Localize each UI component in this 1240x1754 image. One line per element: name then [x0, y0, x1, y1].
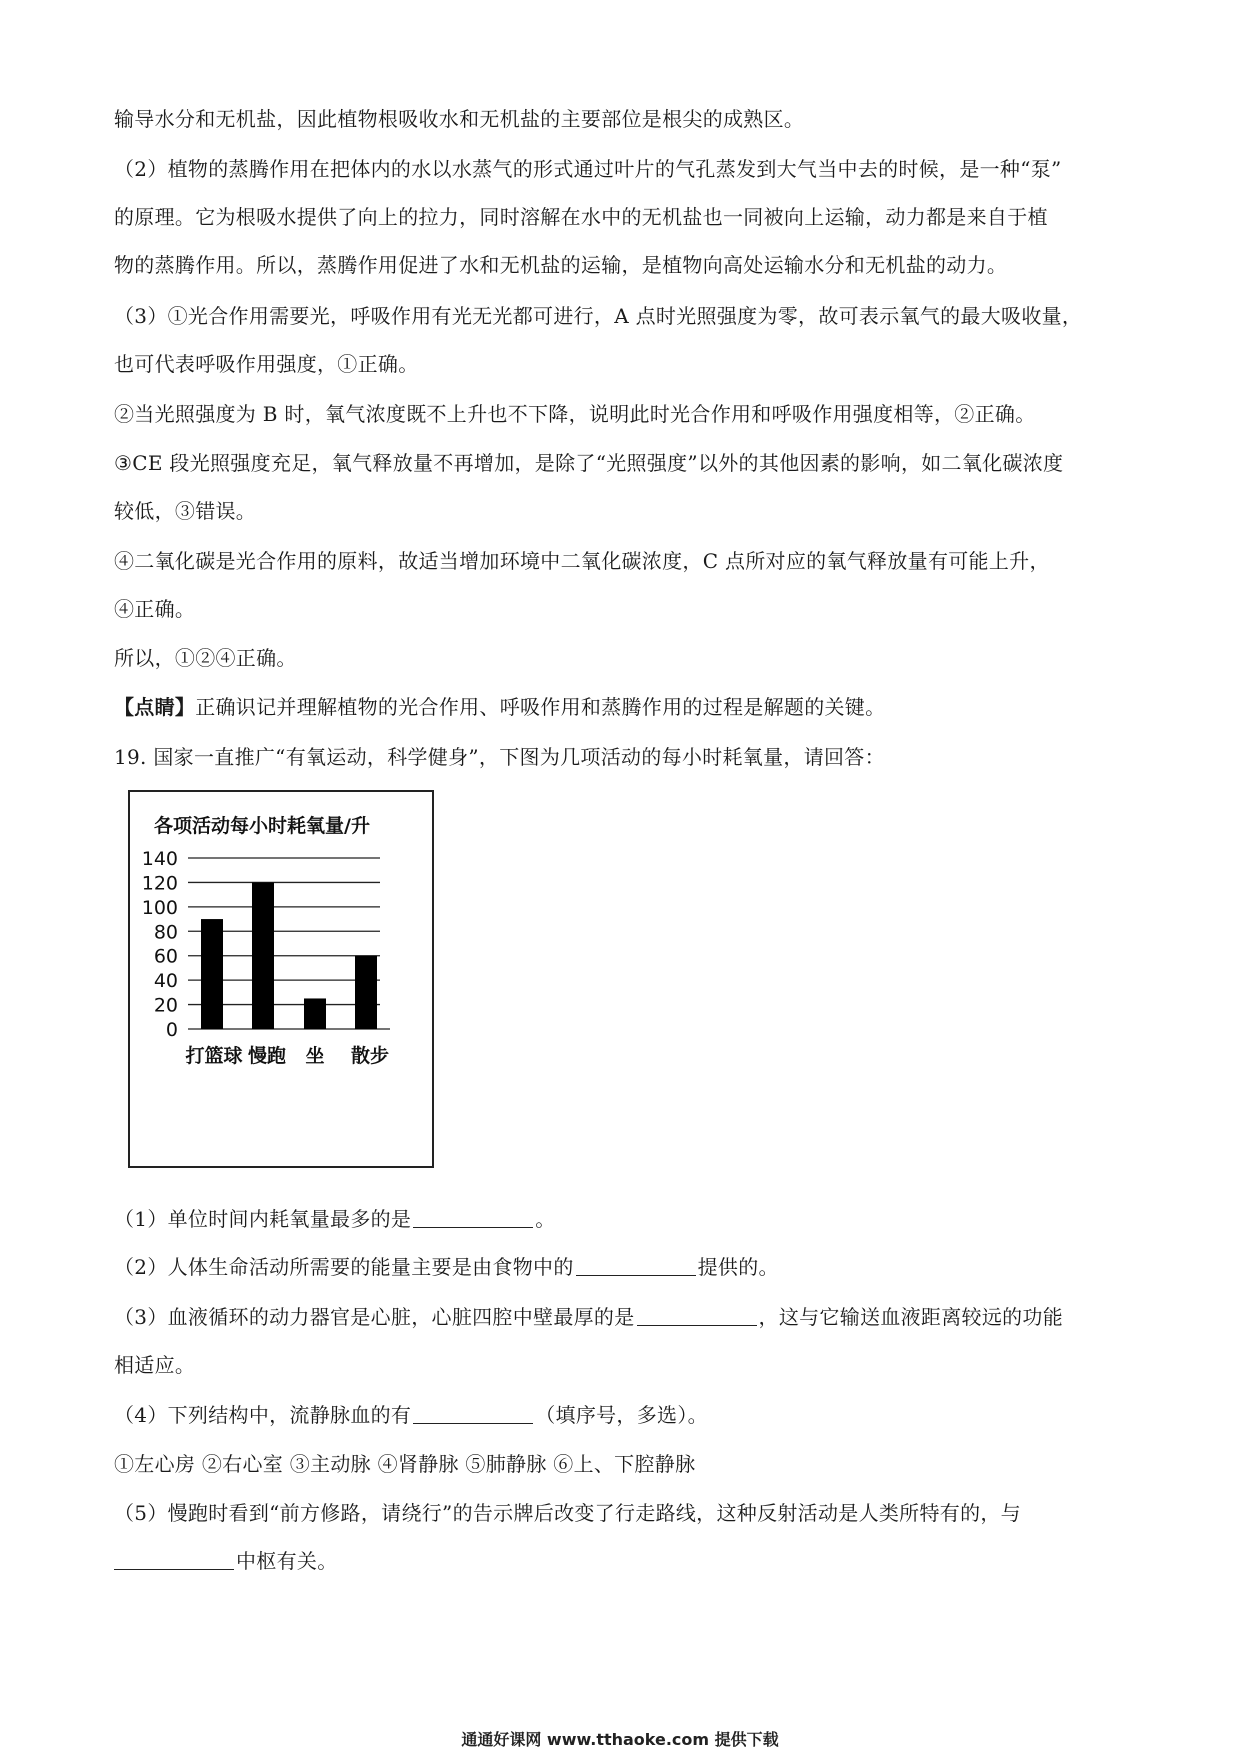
chart-svg — [130, 792, 432, 1166]
y-tick-label: 120 — [141, 872, 178, 895]
q3-tail: ，这与它输送血液距离较远的功能 — [758, 1305, 1064, 1329]
bar-1 — [252, 882, 274, 1029]
x-category-label: 打篮球 — [185, 1045, 243, 1067]
sub-question-1 — [114, 1195, 1134, 1243]
q4-options: ①左心房 ②右心室 ③主动脉 ④肾静脉 ⑤肺静脉 ⑥上、下腔静脉 — [114, 1452, 696, 1476]
paragraph: 所以，①②④正确。 — [114, 646, 297, 670]
x-category-label: 慢跑 — [247, 1045, 287, 1067]
dianjing-tag: 【点睛】 — [114, 695, 196, 719]
paragraph: ②当光照强度为 B 时，氧气浓度既不上升也不下降，说明此时光合作用和呼吸作用强度相等，②正确。 — [114, 402, 1036, 426]
page-footer: 通通好课网 www.tthaoke.com 提供下载 — [461, 1730, 779, 1749]
paragraph: ④二氧化碳是光合作用的原料，故适当增加环境中二氧化碳浓度，C 点所对应的氧气释放量有可能上升， — [114, 549, 1050, 573]
y-tick-label: 40 — [153, 970, 178, 993]
bar-3 — [355, 956, 377, 1029]
x-category-label: 散步 — [350, 1045, 390, 1067]
sub-question-5-cont — [114, 1537, 1134, 1585]
question-19: 19. 国家一直推广“有氧运动，科学健身”，下图为几项活动的每小时耗氧量，请回答： — [114, 745, 885, 769]
q5-tail: 中枢有关。 — [236, 1549, 338, 1573]
paragraph: 也可代表呼吸作用强度，①正确。 — [114, 352, 419, 376]
y-tick-label: 60 — [153, 945, 178, 968]
q4-text: （4）下列结构中，流静脉血的有 — [114, 1403, 412, 1427]
q1-tail: 。 — [535, 1207, 556, 1231]
answer-blank-2[interactable] — [576, 1253, 696, 1276]
y-tick-label: 140 — [141, 848, 178, 870]
bar-2 — [304, 998, 326, 1029]
q4-tail: （填序号，多选）。 — [535, 1403, 708, 1427]
y-tick-label: 0 — [165, 1019, 178, 1041]
paragraph: 输导水分和无机盐，因此植物根吸收水和无机盐的主要部位是根尖的成熟区。 — [114, 107, 805, 131]
q2-tail: 提供的。 — [697, 1255, 779, 1279]
answer-blank-5[interactable] — [114, 1547, 234, 1570]
sub-question-4 — [114, 1391, 1134, 1439]
paragraph: （3）①光合作用需要光，呼吸作用有光无光都可进行，A 点时光照强度为零，故可表示氧气的最大吸收量， — [114, 304, 1083, 328]
q2-text: （2）人体生命活动所需要的能量主要是由食物中的 — [114, 1255, 574, 1279]
paragraph: （2）植物的蒸腾作用在把体内的水以水蒸气的形式通过叶片的气孔蒸发到大气当中去的时候，是一种“泵” — [114, 157, 1062, 181]
bar-0 — [201, 919, 223, 1029]
paragraph: ③CE 段光照强度充足，氧气释放量不再增加，是除了“光照强度”以外的其他因素的影响，如二氧化碳浓度 — [114, 451, 1064, 475]
answer-blank-4[interactable] — [413, 1401, 533, 1424]
paragraph: 的原理。它为根吸水提供了向上的拉力，同时溶解在水中的无机盐也一同被向上运输，动力都是来自于植 — [114, 205, 1048, 229]
sub-question-5: （5）慢跑时看到“前方修路，请绕行”的告示牌后改变了行走路线，这种反射活动是人类所特有的，与 — [114, 1501, 1021, 1525]
x-category-label: 坐 — [305, 1045, 325, 1067]
sub-question-3-cont: 相适应。 — [114, 1353, 196, 1377]
paragraph: 物的蒸腾作用。所以，蒸腾作用促进了水和无机盐的运输，是植物向高处运输水分和无机盐的动力。 — [114, 253, 1008, 277]
y-tick-label: 20 — [153, 994, 178, 1017]
sub-question-3 — [114, 1293, 1134, 1341]
dianjing-paragraph — [114, 683, 1134, 731]
q3-text: （3）血液循环的动力器官是心脏，心脏四腔中壁最厚的是 — [114, 1305, 635, 1329]
paragraph: 较低，③错误。 — [114, 499, 257, 523]
y-tick-label: 80 — [153, 921, 178, 944]
y-tick-label: 100 — [141, 896, 178, 919]
q1-text: （1）单位时间内耗氧量最多的是 — [114, 1207, 412, 1231]
answer-blank-1[interactable] — [413, 1205, 533, 1228]
dianjing-text: 正确识记并理解植物的光合作用、呼吸作用和蒸腾作用的过程是解题的关键。 — [195, 695, 886, 719]
paragraph: ④正确。 — [114, 597, 196, 621]
chart-title: 各项活动每小时耗氧量/升 — [154, 815, 370, 837]
sub-question-2 — [114, 1243, 1134, 1291]
answer-blank-3[interactable] — [637, 1303, 757, 1326]
oxygen-chart — [128, 790, 434, 1168]
